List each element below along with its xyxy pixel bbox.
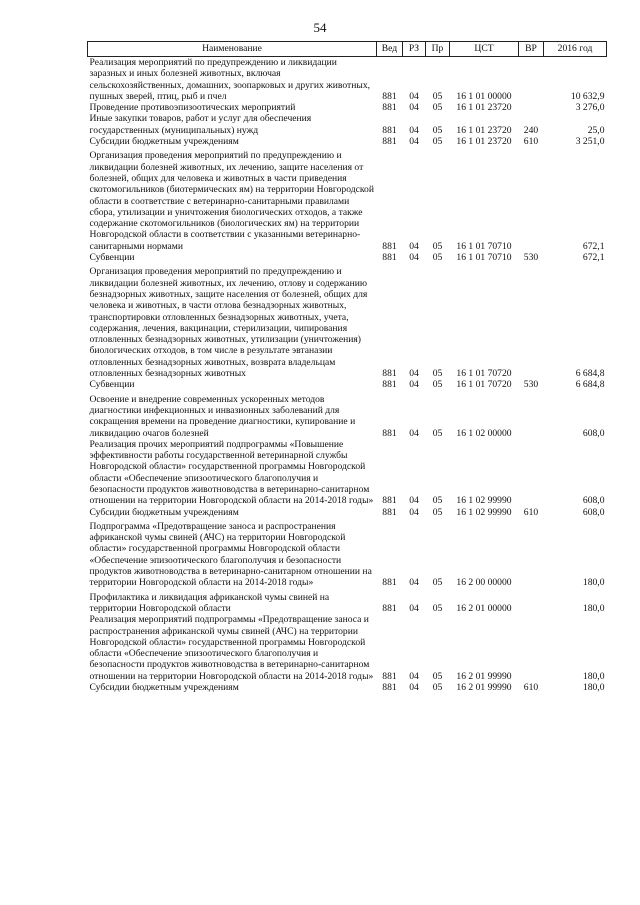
cell-name: Профилактика и ликвидация африканской чумы свиней на территории Новгородской области (89, 591, 330, 614)
cell-ved: 881 (382, 682, 397, 694)
cell-rz: 04 (409, 102, 419, 114)
cell-pr: 05 (432, 136, 443, 148)
table-row (88, 682, 607, 693)
cell-vr (519, 589, 544, 615)
cell-rz: 04 (409, 495, 419, 507)
cell-rz: 04 (409, 379, 419, 391)
cell-rz: 04 (409, 124, 419, 136)
cell-vr (519, 263, 544, 379)
cell-name: Организация проведения мероприятий по предупреждению и ликвидации болезней животных, их лечению, защите населения от болезней, общих для человека и животных в части приведения скотомогильников (биотермических ям) на территории Новгородской области в соответствие с ветеринарно-санитарными правилами сбора, утилизации и уничтожения биологических отходов, а также содержание скотомогильников (биологических ям) на территории Новгородской области в соответствии с указанными ветеринарно-санитарными нормами (89, 150, 374, 252)
cell-ved: 881 (382, 102, 397, 114)
cell-pr: 05 (432, 495, 443, 507)
cell-vr (519, 518, 544, 589)
cell-ved: 881 (382, 670, 397, 682)
cell-name: Подпрограмма «Предотвращение заноса и распространения африканской чумы свиней (АЧС) на территории Новгородской области» государственной программы Новгородской области «Обеспечение эпизоотического благополучия и безопасности продуктов животноводства в ветеринарно-санитарном отношении на территории Новгородской области на 2014-2018 годы» (89, 520, 372, 589)
cell-vr (519, 102, 544, 113)
cell-sum: 672,1 (582, 252, 605, 264)
cell-cst: 16 1 01 23720 (456, 136, 512, 148)
cell-cst: 16 1 01 23720 (456, 124, 512, 136)
cell-vr: 610 (523, 506, 539, 518)
cell-cst: 16 2 01 00000 (456, 602, 512, 614)
cell-rz: 04 (409, 427, 419, 439)
cell-name: Организация проведения мероприятий по предупреждению и ликвидации болезней животных, их лечению, отлову и содержанию безнадзорных животных, защите населения от болезней, общих для человека и животных, в части отлова безнадзорных животных, транспортировки отловленных безнадзорных животных, учета, содержания, лечения, вакцинации, стерилизации, чипирования отловленных безнадзорных животных, утилизации (уничтожения) биологических отходов, в том числе в результате эвтаназии отловленных безнадзорных животных, возврата владельцам отловленных безнадзорных животных (89, 266, 368, 380)
cell-sum: 6 684,8 (575, 368, 605, 380)
cell-name: Реализация мероприятий подпрограммы «Предотвращение заноса и распространения африканской чумы свиней (АЧС) на территории Новгородской области» государственной программы Новгородской области «Обеспечение эпизоотического благополучия и безопасности продуктов животноводства в ветеринарно-санитарном отношении на территории Новгородской области на 2014-2018 годы» (89, 614, 374, 682)
cell-cst: 16 1 01 70710 (456, 240, 512, 252)
table-row (88, 614, 607, 682)
cell-ved: 881 (382, 427, 397, 439)
cell-pr: 05 (432, 102, 443, 114)
cell-pr: 05 (432, 240, 443, 252)
header-ved: Вед (377, 42, 403, 57)
cell-sum: 25,0 (587, 124, 605, 136)
cell-rz: 04 (409, 240, 419, 252)
cell-cst: 16 2 01 99990 (456, 682, 512, 694)
cell-cst: 16 1 02 99990 (456, 495, 512, 507)
cell-sum: 3 251,0 (575, 136, 605, 148)
cell-rz: 04 (409, 577, 419, 589)
cell-pr: 05 (432, 682, 443, 694)
cell-sum: 180,0 (582, 670, 605, 682)
cell-sum: 608,0 (582, 495, 605, 507)
cell-pr: 05 (432, 252, 443, 264)
cell-vr: 610 (523, 682, 539, 694)
page-number: 54 (313, 20, 327, 35)
cell-vr (519, 147, 544, 252)
cell-name: Субвенции (89, 379, 135, 391)
header-pr: Пр (426, 42, 450, 57)
table-row (88, 439, 607, 507)
cell-pr: 05 (432, 90, 443, 102)
cell-pr: 05 (432, 577, 443, 589)
table-row (88, 136, 607, 147)
cell-ved: 881 (382, 379, 397, 391)
cell-vr (519, 57, 544, 103)
cell-cst: 16 1 02 00000 (456, 427, 512, 439)
table-row (88, 252, 607, 263)
cell-vr: 530 (523, 252, 539, 264)
cell-rz: 04 (409, 90, 419, 102)
cell-rz: 04 (409, 368, 419, 380)
table-row (88, 57, 607, 103)
table-header-row (88, 42, 607, 57)
cell-cst: 16 1 01 23720 (456, 102, 512, 114)
cell-ved: 881 (382, 124, 397, 136)
header-rz: РЗ (403, 42, 426, 57)
cell-vr (519, 614, 544, 682)
cell-rz: 04 (409, 682, 419, 694)
cell-name: Субсидии бюджетным учреждениям (89, 506, 239, 518)
cell-ved: 881 (382, 252, 397, 264)
cell-cst: 16 1 01 70720 (456, 379, 512, 391)
cell-rz: 04 (409, 252, 419, 264)
cell-name: Субсидии бюджетным учреждениям (89, 682, 239, 694)
cell-ved: 881 (382, 577, 397, 589)
cell-vr: 240 (523, 124, 539, 136)
cell-cst: 16 1 01 70720 (456, 368, 512, 380)
cell-name: Реализация мероприятий по предупреждению и ликвидации заразных и иных болезней животных, включая сельскохозяйственных, домашних, зоопарковых и других животных, пушных зверей, птиц, рыб и пчел (89, 57, 371, 102)
cell-vr (519, 391, 544, 439)
table-body (88, 57, 607, 694)
cell-name: Проведение противоэпизоотических мероприятий (89, 102, 296, 114)
cell-vr (519, 439, 544, 507)
cell-sum: 180,0 (582, 602, 605, 614)
cell-pr: 05 (432, 368, 443, 380)
cell-pr: 05 (432, 124, 443, 136)
budget-table (87, 41, 607, 693)
cell-name: Реализация прочих мероприятий подпрограммы «Повышение эффективности работы государственной ветеринарной службы Новгородской области» государственной программы Новгородской области «Обеспечение эпизоотического благополучия и безопасности продуктов животноводства в ветеринарно-санитарном отношении на территории Новгородской области на 2014-2018 годы» (89, 438, 374, 507)
cell-vr: 530 (523, 379, 539, 391)
cell-name: Субсидии бюджетным учреждениям (89, 136, 239, 148)
cell-pr: 05 (432, 506, 443, 518)
table-row (88, 147, 607, 252)
cell-vr: 610 (523, 136, 539, 148)
cell-ved: 881 (382, 90, 397, 102)
table-row (88, 589, 607, 615)
cell-sum: 608,0 (582, 427, 605, 439)
table-row (88, 507, 607, 518)
cell-ved: 881 (382, 368, 397, 380)
cell-sum: 672,1 (582, 240, 605, 252)
cell-ved: 881 (382, 136, 397, 148)
cell-ved: 881 (382, 506, 397, 518)
cell-sum: 6 684,8 (575, 379, 605, 391)
cell-pr: 05 (432, 379, 443, 391)
table-row (88, 102, 607, 113)
cell-pr: 05 (432, 427, 443, 439)
table-row (88, 263, 607, 379)
cell-rz: 04 (409, 506, 419, 518)
table-row (88, 379, 607, 390)
cell-cst: 16 1 01 70710 (456, 252, 512, 264)
cell-name: Освоение и внедрение современных ускоренных методов диагностики инфекционных и инвазионных заболеваний для сокращения времени на проведение диагностики, купирование и ликвидацию очагов болезней (89, 393, 356, 439)
cell-name: Субвенции (89, 252, 135, 264)
cell-sum: 608,0 (582, 506, 605, 518)
header-vr: ВР (519, 42, 544, 57)
cell-sum: 10 632,9 (570, 90, 605, 102)
cell-ved: 881 (382, 495, 397, 507)
table-row (88, 113, 607, 136)
cell-cst: 16 2 01 99990 (456, 670, 512, 682)
cell-rz: 04 (409, 670, 419, 682)
header-name: Наименование (88, 42, 377, 57)
cell-name: Иные закупки товаров, работ и услуг для обеспечения государственных (муниципальных) нужд (89, 113, 312, 136)
cell-cst: 16 1 01 00000 (456, 90, 512, 102)
table-row (88, 391, 607, 439)
cell-sum: 180,0 (582, 577, 605, 589)
cell-pr: 05 (432, 670, 443, 682)
cell-ved: 881 (382, 602, 397, 614)
cell-sum: 3 276,0 (575, 102, 605, 114)
cell-ved: 881 (382, 240, 397, 252)
cell-cst: 16 1 02 99990 (456, 506, 512, 518)
header-year: 2016 год (544, 42, 607, 57)
cell-cst: 16 2 00 00000 (456, 577, 512, 589)
cell-rz: 04 (409, 136, 419, 148)
table-row (88, 518, 607, 589)
header-cst: ЦСТ (450, 42, 519, 57)
cell-sum: 180,0 (582, 682, 605, 694)
cell-pr: 05 (432, 602, 443, 614)
cell-rz: 04 (409, 602, 419, 614)
